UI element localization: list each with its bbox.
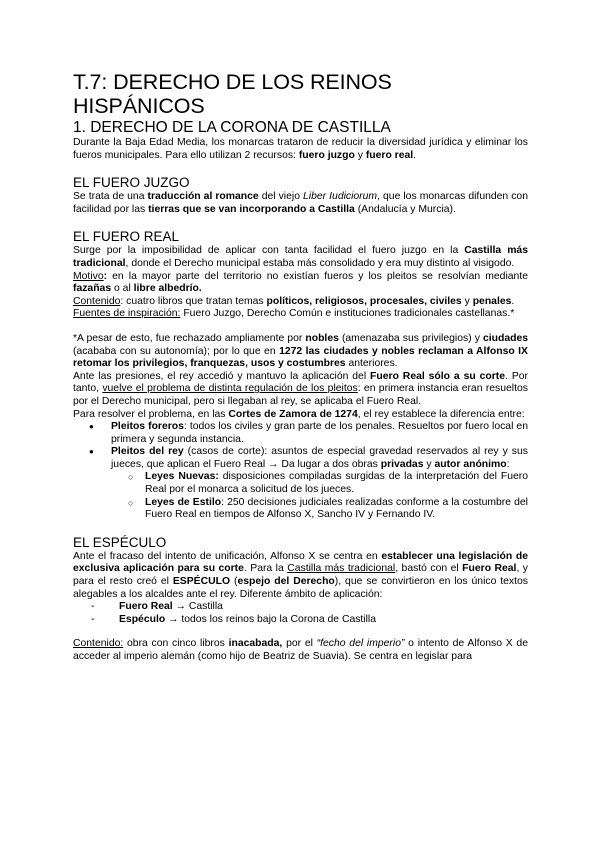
pleitos-list — [73, 421, 528, 522]
document-page — [73, 70, 528, 664]
fuero-real-motivo: Motivo: en la mayor parte del territorio no existían fueros y los pleitos se resolvían mediante fazañas o al libre albedrío. — [73, 270, 528, 295]
especulo-contenido: Contenido: obra con cinco libros inacabada, por el “fecho del imperio” o intento de Alfonso X de acceder al imperio alemán (como hijo de Beatriz de Suavia). Se centra en legislar para — [73, 638, 528, 662]
list-item-pleitos-foreros: ● Pleitos foreros: todos los civiles y gran parte de los penales. Resueltos por fuero local en primera y segunda instancia. — [73, 421, 528, 446]
heading-especulo: EL ESPÉCULO — [73, 534, 167, 550]
list-item-pleitos-del-rey: ● Pleitos del rey (casos de corte): asuntos de especial gravedad reservados al rey y sus jueces, que aplican el Fuero Real → Da lugar a dos obras privadas y autor anónimo: — [73, 446, 528, 471]
fuero-real-paragraph-rechazo: *A pesar de esto, fue rechazado ampliamente por nobles (amenazaba sus privilegios) y ciudades (acababa con su autonomía); por lo que en 1272 las ciudades y nobles reclaman a Alfonso IX retomar los privilegios, franquezas, usos y costumbres anteriores. — [73, 332, 528, 370]
fuero-real-paragraph-1: Surge por la imposibilidad de aplicar con tanta facilidad el fuero juzgo en la Castilla más tradicional, donde el Derecho municipal estaba más consolidado y era muy distinto al visigodo. — [73, 245, 528, 269]
fuero-juzgo-paragraph: Se trata de una traducción al romance del viejo Liber Iudiciorum, que los monarcas difunden con facilidad por las tierras que se van incorporando a Castilla (Andalucía y Murcia). — [73, 191, 528, 215]
fuero-real-paragraph-presiones: Ante las presiones, el rey accedió y mantuvo la aplicación del Fuero Real sólo a su corte. Por tanto, vuelve el problema de distinta regulación de los pleitos: en primera instancia eran resueltos por el Derecho municipal, pero si llegaban al rey, se aplicaba el Fuero Real. — [73, 370, 528, 407]
especulo-paragraph: Ante el fracaso del intento de unificación, Alfonso X se centra en establecer una legislación de exclusiva aplicación para su corte. Para la Castilla más tradicional, bastó con el Fuero Real, y para el resto creó el ESPÉCULO (espejo del Derecho), que se convirtieron en los único textos alegables a los alcaldes ante el rey. Diferente ámbito de aplicación: — [73, 550, 528, 600]
sub-item-leyes-nuevas: ○ Leyes Nuevas: disposiciones compiladas surgidas de la interpretación del Fuero Real por el monarca a solicitud de los jueces. — [73, 471, 528, 496]
heading-fuero-juzgo: EL FUERO JUZGO — [73, 175, 190, 191]
fuero-real-fuentes: Fuentes de inspiración: Fuero Juzgo, Derecho Común e instituciones tradicionales castellanas.* — [73, 308, 515, 320]
sub-item-leyes-de-estilo: ○ Leyes de Estilo: 250 decisiones judiciales realizadas conforme a la costumbre del Fuero Real en tiempos de Alfonso X, Sancho IV y Fernando IV. — [73, 497, 528, 522]
ambito-list — [73, 601, 528, 626]
list-item-fuero-real-castilla: - Fuero Real → Castilla — [73, 601, 528, 614]
fuero-real-paragraph-cortes: Para resolver el problema, en las Cortes de Zamora de 1274, el rey establece la diferencia entre: — [73, 408, 525, 420]
heading-fuero-real: EL FUERO REAL — [73, 229, 180, 245]
section-heading-corona-castilla: 1. DERECHO DE LA CORONA DE CASTILLA — [73, 119, 391, 136]
intro-paragraph: Durante la Baja Edad Media, los monarcas trataron de reducir la diversidad jurídica y eliminar los fueros municipales. Para ello utilizan 2 recursos: fuero juzgo y fuero real. — [73, 137, 528, 161]
fuero-real-contenido: Contenido: cuatro libros que tratan temas políticos, religiosos, procesales, civiles y penales. — [73, 295, 515, 307]
document-title: T.7: DERECHO DE LOS REINOS HISPÁNICOS — [73, 70, 392, 118]
list-item-especulo-reinos: - Espéculo → todos los reinos bajo la Corona de Castilla — [73, 614, 528, 627]
